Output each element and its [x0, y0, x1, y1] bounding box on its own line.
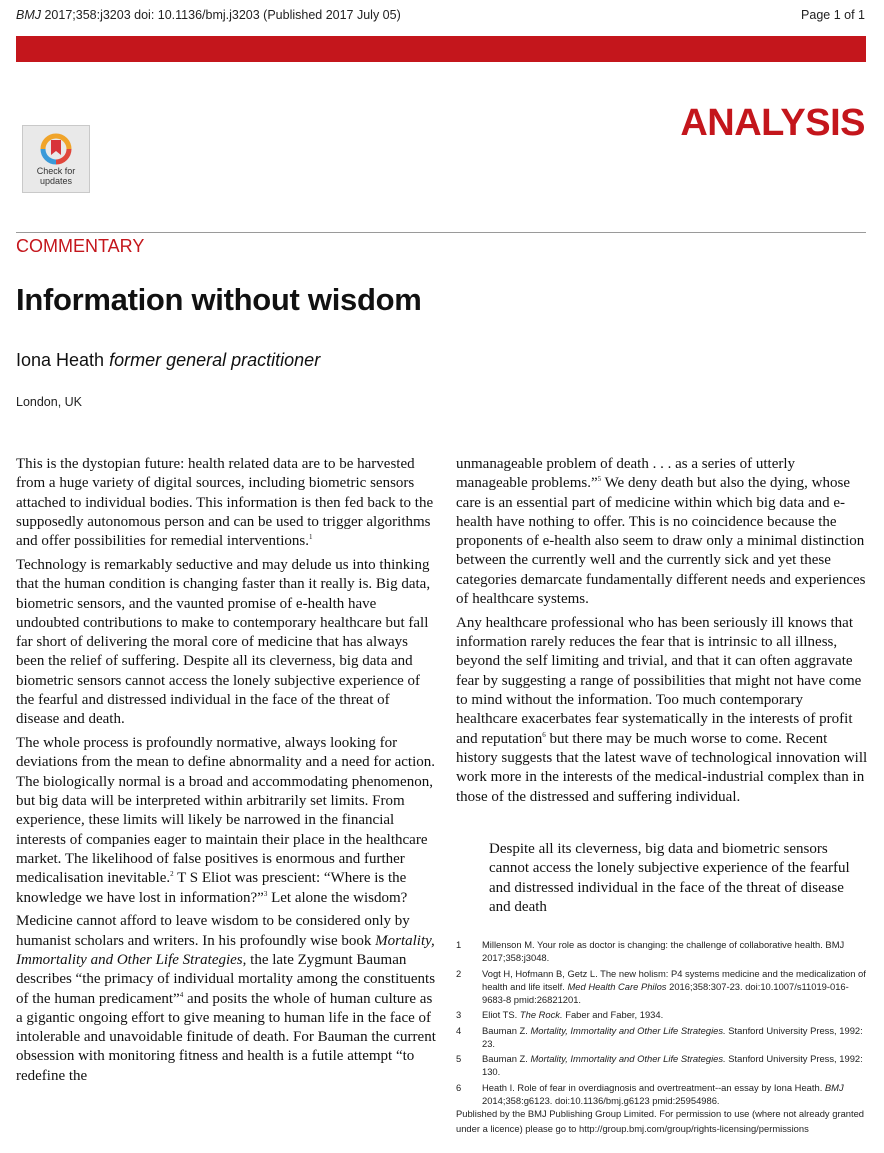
author-name: Iona Heath — [16, 350, 105, 370]
paragraph-4: Medicine cannot afford to leave wisdom to be considered only by humanist scholars and writers. In his profoundly wise book Mortality, Immortality and Other Life Strategies, the late Zygmunt Bauman describes “the primacy of individual mortality among the constituents of the human predicament”$^4$ and posits the whole of human culture as a gigantic ongoing effort to give meaning to human life in the face of intolerable and unavoidable finitude of death. For Bauman the current obsession with monitoring fitness and health is a futile attempt “to redefine the — [16, 913, 436, 1084]
author-affiliation: London, UK — [16, 395, 83, 409]
author-role: former general practitioner — [109, 350, 321, 370]
reference-item — [456, 967, 868, 1006]
reference-number: 2 — [456, 967, 462, 979]
reference-number: 1 — [456, 939, 462, 950]
reference-text: Heath I. Role of fear in overdiagnosis and overtreatment--an essay by Iona Heath. BMJ 2014;358:g6123. doi:10.1136/bmj.g6123 pmid:25954986. — [482, 1081, 844, 1106]
citation-ref[interactable]: 6 — [542, 730, 546, 739]
reference-item — [456, 1081, 868, 1107]
paragraph-1: This is the dystopian future: health related data are to be harvested from a huge variety of digital sources, including biometric sensors attached to individual bodies. This information is then fed back to the supposedly autonomous person and can be used to trigger algorithms and offer possibilities for remedial interventions.$^1$ — [16, 456, 434, 550]
citation-ref[interactable]: 2 — [170, 870, 174, 879]
reference-item — [456, 1008, 868, 1021]
paragraph-2: Technology is remarkably seductive and may delude us into thinking that the human condition is changing faster than it really is. Big data, biometric sensors, and the vaunted promise of e-health have undoubted contributions to make to contemporary healthcare but fall far short of delivering the moral core of medicine that has always been the relief of suffering. Despite all its cleverness, big data and biometric sensors cannot access the lonely subjective experience of the fearful and distressed individual in the face of the threat of disease and death. — [16, 556, 431, 728]
reference-text: Millenson M. Your role as doctor is changing: the challenge of collaborative health. BMJ 2017;358:j3048. — [482, 939, 845, 963]
reference-list — [456, 938, 868, 1109]
publisher-notice: Published by the BMJ Publishing Group Limited. For permission to use (where not already granted under a licence) please go to http://group.bmj.com/group/rights-licensing/permissions — [456, 1108, 865, 1134]
reference-text: Bauman Z. Mortality, Immortality and Other Life Strategies. Stanford University Press, 1992: 130. — [482, 1053, 863, 1077]
paragraph-3: The whole process is profoundly normative, always looking for deviations from the mean to define abnormality and a need for action. The biologically normal is a broad and accommodating phenomenon, but big data will be interpreted within arbitrarily set limits. From experience, these limits will likely be narrowed in the financial interests of companies eager to maintain their place in the healthcare market. The likelihood of false positives is enormous and further medicalisation inevitable.$^2$ T S Eliot was prescient: “Where is the knowledge we have lost in information?”$^3$ Let alone the wisdom? — [16, 735, 436, 906]
journal-name: BMJ — [16, 8, 41, 22]
citation-ref[interactable]: 3 — [263, 889, 268, 898]
author-byline — [16, 350, 320, 371]
reference-number: 5 — [456, 1053, 462, 1064]
section-divider — [16, 232, 866, 233]
article-title: Information without wisdom — [16, 282, 422, 317]
citation-ref[interactable]: 1 — [308, 533, 313, 542]
body-column-right — [456, 455, 868, 811]
paragraph-6: Any healthcare professional who has been seriously ill knows that information rarely reduces the fear that is intrinsic to all illness, beyond the self limiting and trivial, and that it can often aggravate fear by suggesting a range of possibilities that might not have come to mind without the information. Too much contemporary healthcare exacerbates fear systematically in the interests of profit and reputation$^6$ but there may be much worse to come. Recent history suggests that the latest wave of technological innovation will work more in the interests of the medical-industrial complex than in those of the distressed and suffering individual. — [456, 614, 868, 805]
paragraph-5: unmanageable problem of death . . . as a series of utterly manageable problems.”$^5$ We deny death but also the dying, whose care is an essential part of medicine within which big data and e-health have nothing to offer. This is no coincidence because the proponents of e-health also seem to draw only a minimal distinction between the currently well and the currently sick and yet these categories demarcate fundamentally different needs and experiences of healthcare systems. — [456, 456, 866, 608]
section-banner: ANALYSIS — [680, 102, 865, 144]
reference-item — [456, 1052, 868, 1078]
page-indicator: Page 1 of 1 — [801, 8, 865, 22]
body-column-left — [16, 455, 436, 1091]
check-for-updates-icon — [38, 131, 74, 165]
reference-text: Bauman Z. Mortality, Immortality and Other Life Strategies. Stanford University Press, 1992: 23. — [482, 1024, 863, 1049]
citation-details: 2017;358:j3203 doi: 10.1136/bmj.j3203 (Published 2017 July 05) — [41, 8, 401, 22]
reference-number: 3 — [456, 1009, 462, 1020]
book-title: Mortality, Immortality and Other Life Strategies — [16, 932, 435, 968]
reference-number: 4 — [456, 1024, 462, 1036]
check-for-updates-label: Check for updates — [36, 166, 76, 186]
reference-text: Eliot TS. The Rock. Faber and Faber, 1934. — [482, 1009, 664, 1020]
reference-text: Vogt H, Hofmann B, Getz L. The new holism: P4 systems medicine and the medicalization of health and life itself. Med Health Care Philos 2016;358:307-23. doi:10.1007/s11019-016-9683-8 pmid:26821201. — [482, 967, 866, 1005]
journal-citation — [16, 8, 401, 22]
reference-item — [456, 1024, 868, 1050]
citation-ref[interactable]: 5 — [597, 475, 602, 484]
reference-item — [456, 938, 868, 964]
article-type: COMMENTARY — [16, 236, 145, 256]
check-for-updates-badge[interactable] — [22, 125, 90, 193]
pull-quote: Despite all its cleverness, big data and biometric sensors cannot access the lonely subjective experience of the fearful and distressed individual in the face of the threat of disease and death — [489, 841, 850, 915]
reference-number: 6 — [456, 1081, 462, 1093]
header-red-bar — [16, 36, 866, 62]
citation-ref[interactable]: 4 — [179, 990, 184, 999]
